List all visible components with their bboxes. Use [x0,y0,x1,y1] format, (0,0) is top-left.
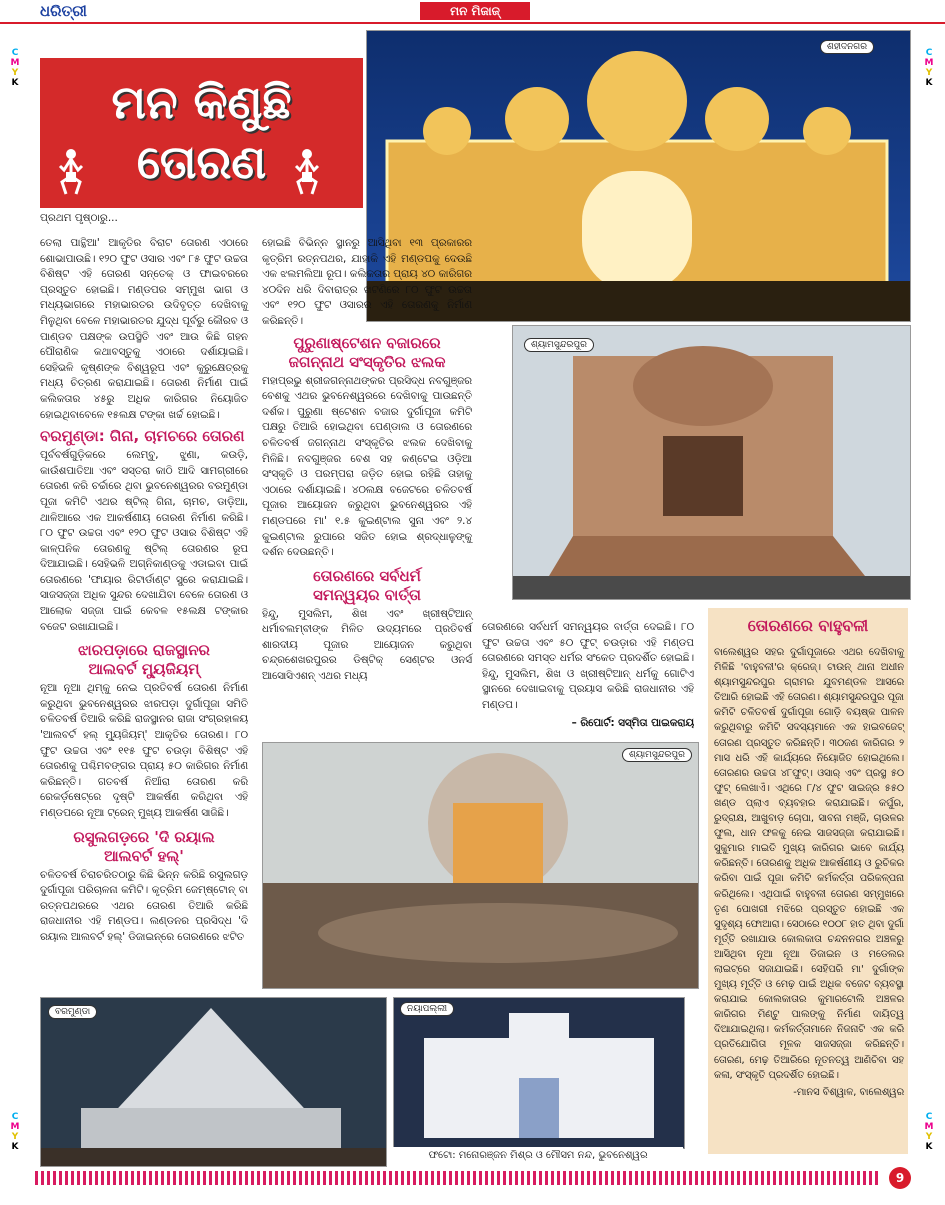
pandal-photo-illustration [394,998,684,1148]
photo-credit: ଫଟୋ: ମନୋରଞ୍ଜନ ମିଶ୍ର ଓ ମୌସମ ନନ୍ଦ, ଭୁବନେଶ୍ୱର [393,1147,683,1165]
cmyk-y: Y [11,68,19,78]
cmyk-k: K [11,1142,19,1152]
footer-decoration [35,1171,880,1185]
cmyk-k: K [925,1142,933,1152]
subheading: ରସୁଲଗଡ଼ରେ 'ଦି ରୟାଲ [73,827,215,846]
column-2 [262,236,472,736]
cmyk-mark-top-right [924,48,934,88]
cmyk-y: Y [925,68,933,78]
subheading: ଜଗନ୍ନାଥ ସଂସ୍କୃତିର ଝଲକ [288,352,446,371]
paragraph: ପୂର୍ବବର୍ଷଗୁଡ଼ିକରେ ଲେମ୍ବୁ, ଝୁଣା, କଉଡ଼ି, କାଉଁଶପାତିଆ ଏବଂ ସସ୍ତରା କାଠି ଆଦି ସାମଗ୍ରୀରେ ତୋରଣ କରି ଚର୍ଚ୍ଚାରେ ଥିବା ଭୁବନେଶ୍ୱରର ବରମୁଣ୍ଡା ପୂଜା କମିଟି ଏଥର ଷ୍ଟିଲ୍ ଗିନା, ଚାମଚ, ଡାଡ଼ିଆ, ଥାଳିଆରେ ଏକ ଆକର୍ଷଣୀୟ ତୋରଣ ନିର୍ମାଣ କରିଛି। ୮୦ ଫୁଟ ଉଚ୍ଚତା ଏବଂ ୧୨୦ ଫୁଟ ଓସାର ବିଶିଷ୍ଟ ଏହି କାଳ୍ପନିକ ତୋରଣକୁ ଷ୍ଟିଲ୍ ତୋରଣର ରୂପ ଦିଆଯାଇଛି। ସେହିଭଳି ଅଗ୍ନିକାଣ୍ଡକୁ ଏଡାଇବା ପାଇଁ ତୋରଣରେ 'ଫାୟାର ରିଟାର୍ଡାଣ୍ଟ ସ୍ପ୍ରେ କରାଯାଇଛି। ସାଜସଜ୍ଜା ଅଧିକ ସୁନ୍ଦର ଦେଖାଯିବା ବେଳେ ତୋରଣ ଓ ଆଲୋକ ସଜ୍ଜା ପାଇଁ କେବଳ ୧୫ଲକ୍ଷ ଟଙ୍କାର ବଜେଟ ରଖାଯାଇଛି। [40,449,248,633]
headline-line-1: ମନ କିଣୁଛି [111,75,292,129]
paragraph: ହିନ୍ଦୁ, ମୁସଲିମ, ଶିଖ ଏବଂ ଖ୍ରୀଷ୍ଟିଆନ୍ ଧର୍ମାବଲମ୍ବୀଙ୍କ ମିଳିତ ଉଦ୍ୟମରେ ପ୍ରତିବର୍ଷ ଶାରଦୀୟ ପୂଜାର ଆୟୋଜନ କରୁଥିବା ଚନ୍ଦ୍ରଶେଖରପୁରର ଡିଷ୍ଟିକ୍ ସେଣ୍ଟର ଓନର୍ସ ଆସୋସିଏଶନ୍ ଏଥର ମଧ୍ୟ [262,607,472,683]
photo-tag: ଶ୍ୟାମସୁନ୍ଦରପୁର [524,338,594,352]
newspaper-logo: ଧରିତ୍ରୀ [40,2,87,20]
column-3 [482,620,694,732]
photo-tag: ନୟାପଲ୍ଲୀ [400,1002,454,1016]
cmyk-m: M [924,1122,934,1132]
subheading: ବରମୁଣ୍ଡା: ଗିନା, ଚାମଚରେ ତୋରଣ [40,427,245,446]
paragraph: ତେଲା ପାନ୍ଥିଆ' ଆକୃତିର ବିରାଟ ତୋରଣ ଏଠାରେ ଶୋଭାପାଉଛି। ୧୨୦ ଫୁଟ ଓସାର ଏବଂ ୮୫ ଫୁଟ ଉଚ୍ଚତା ବିଶିଷ୍ଟ ଏହି ତୋରଣ ସନ୍ତେକ୍ ଓ ଫାଇବରରେ ପ୍ରସ୍ତୁତ ହୋଇଛି। ମଣ୍ଡପର ସମ୍ମୁଖ ଭାଗ ଓ ମଧ୍ୟଭାଗରେ ମହାଭାରତର ଉଦିବୃତ୍ତ ଦେଖିବାକୁ ମିଳୁଥିବା ବେଳେ ମହାଭାରତର ଯୁଦ୍ଧ ପୂର୍ବରୁ କୌରବ ଓ ପାଣ୍ଡବ ପକ୍ଷଙ୍କ ଉପସ୍ଥିତି ଏବଂ ଆଉ କିଛି ଗହନ ପୌରାଣିକ କଥାବସ୍ତୁକୁ ଏଠାରେ ଦର୍ଶାୟାଇଛି। ସେହିଭଳି କୃଷ୍ଣଙ୍କ ବିଶ୍ୱରୂପ ଏବଂ କୁରୁକ୍ଷେତ୍ରକୁ ମଧ୍ୟ ଚିତ୍ରଣ କରାଯାଇଛି। ତୋରଣ ନିର୍ମାଣ ପାଇଁ କଲିକତାର ୪୫ରୁ ଅଧିକ କାରିଗର ନିୟୋଜିତ ହୋଇଥିବାବେଳେ ୧୫ଲକ୍ଷ ଟଙ୍କା ଖର୍ଚ୍ଚ ହୋଇଛି। [40,237,248,421]
paragraph: ତୋରଣରେ ସର୍ବଧର୍ମ ସମନ୍ୱୟର ବାର୍ତ୍ତା ଦେଇଛି। ୮୦ ଫୁଟ ଉଚ୍ଚତା ଏବଂ ୫୦ ଫୁଟ୍ ଚଉଡ଼ାର ଏହି ମଣ୍ଡପ ତୋରଣରେ ସମସ୍ତ ଧର୍ମର ସଂକେତ ପ୍ରଦର୍ଶିତ ହୋଇଛି। ହିନ୍ଦୁ, ମୁସଲିମ, ଶିଖ ଓ ଖ୍ରୀଷ୍ଟିଆନ୍ ଧର୍ମକୁ ଗୋଟିଏ ସ୍ଥାନରେ ଦେଖାଇବାକୁ ପ୍ରୟାସ କରିଛି ରାଜଧାନୀର ଏହି ମଣ୍ଡପ। [482,621,694,711]
cmyk-c: C [11,48,19,58]
sidebar-title: ତୋରଣରେ ବାହୁବଳୀ [747,616,869,635]
sidebar-byline: -ମାନସ ବିଶ୍ୱାଳ, ବାଲେଶ୍ୱର [793,1086,904,1098]
cmyk-k: K [11,78,19,88]
photo-nayapalli [393,997,685,1149]
cmyk-m: M [924,58,934,68]
paragraph: ହୋଇଛି ବିଭିନ୍ନ ସ୍ଥାନରୁ ଆସିଥିବା ୧୩ ପ୍ରକାରର କୃତ୍ରିମ ରତ୍ନପଥର, ଯାହାକି ଏହି ମଣ୍ଡପକୁ ଦେଉଛି ଏକ ଝଲମଲିଆ ରୂପ। କଲିକତାର ପ୍ରାୟ ୪୦ କାରିଗର ୪୦ଦିନ ଧରି ଦିବାରାତ୍ର ଖଟଣିରେ ୮୦ ଫୁଟ ଉଚ୍ଚତା ଏବଂ ୧୨୦ ଫୁଟ ଓସାରର ଏହି ତୋରଣକୁ ନିର୍ମାଣ କରିଛନ୍ତି। [262,237,472,327]
photo-shyamsundarpur-fountain [262,742,699,989]
paragraph: ମହାପ୍ରଭୁ ଶ୍ରୀଜଗନ୍ନାଥଙ୍କର ପ୍ରସିଦ୍ଧ ନବଗୁଞ୍ଜର ବେଶକୁ ଏଥର ଭୁବନେଶ୍ୱରରେ ଦେଖିବାକୁ ପାଉଛନ୍ତି ଦର୍ଶକ। ପୁରୁଣା ଷ୍ଟେଶନ ବଜାର ଦୁର୍ଗାପୂଜା କମିଟି ପକ୍ଷରୁ ତିଆରି ହୋଇଥିବା ପେଣ୍ଡାଲ ଓ ତୋରଣରେ ଚଳିତବର୍ଷ ଜଗନ୍ନାଥ ସଂସ୍କୃତିର ଝଲକ ଦେଖିବାକୁ ମିଳିଛି। ନବଗୁଞ୍ଜର ବେଶ ସହ କଣ୍ଟେଇ ଓଡ଼ିଆ ସଂସ୍କୃତି ଓ ପରମ୍ପରା ଜଡ଼ିତ ହୋଇ ରହିଛି ତାହାକୁ ଏଠାରେ ଦର୍ଶାୟାଇଛି। ୪୦ଲକ୍ଷ ବଜେଟରେ ଚଳିତବର୍ଷ ପୂଜାର ଆୟୋଜନ କରୁଥିବା ଭୁବନେଶ୍ୱରର ଏହି ମଣ୍ଡପରେ ମା' ୧.୫ କୁଇଣ୍ଟାଲ ସୁନା ଏବଂ ୨.୪ କୁଇଣ୍ଟାଲ ରୁପାରେ ସଜିତ ହୋଇ ଶ୍ରଦ୍ଧାଳୁଙ୍କୁ ଦର୍ଶନ ଦେଉଛନ୍ତି। [262,374,472,559]
sidebar-body [714,645,904,1100]
dancer-icon [58,148,84,196]
cmyk-c: C [11,1112,19,1122]
photo-tag: ବରମୁଣ୍ଡା [48,1005,97,1019]
cmyk-y: Y [925,1132,933,1142]
cmyk-m: M [10,1122,20,1132]
headline-line-2: ତୋରଣ [136,135,267,189]
cmyk-m: M [10,58,20,68]
cmyk-c: C [925,48,933,58]
cmyk-mark-top-left [10,48,20,88]
dancer-icon [294,148,320,196]
subheading: ପୁରୁଣାଷ୍ଟେଶନ ବଜାରରେ [293,333,441,352]
subheading: ଆଲବର୍ଟ ମ୍ୟୁଜିୟମ୍ [88,660,200,679]
subheading: ଝାରପଡ଼ାରେ ରାଜସ୍ଥାନର [78,641,210,660]
paragraph: ଚଳିତବର୍ଷ ଚିରାଚରିତଠାରୁ କିଛି ଭିନ୍ନ କରିଛି ରସୁଲଗଡ଼ ଦୁର୍ଗାପୂଜା ପରିଚାଳନା କମିଟି। କୃତ୍ରିମ ଜେମ୍‌ଷ୍ଟୋନ୍ ବା ରତ୍ନପଥରରେ ଏଥର ତୋରଣ ତିଆରି କରିଛି ରାଜଧାନୀର ଏହି ମଣ୍ଡପ। ଲଣ୍ଡନର ପ୍ରସିଦ୍ଧ 'ଦି ରୟାଲ ଆଲବର୍ଟ ହଲ୍' ଡିଜାଇନ୍‌ରେ ତୋରଣରେ ଝଟିତ [40,868,248,943]
paragraph: ନୂଆ ନୂଆ ଥିମ୍‌କୁ ନେଇ ପ୍ରତିବର୍ଷ ତୋରଣ ନିର୍ମାଣ କରୁଥିବା ଭୁବନେଶ୍ୱରର ଝାରପଡ଼ା ଦୁର୍ଗାପୂଜା ସମିତି ଚଳିତବର୍ଷ ତିଆରି କରିଛି ରାଜସ୍ଥାନର ରାଜା ସଂଗ୍ରହାଳୟ 'ଆଲବର୍ଟ ହଲ୍ ମ୍ୟୁଜିୟମ୍' ଆକୃତିର ତୋରଣ। ୮୦ ଫୁଟ ଉଚ୍ଚତା ଏବଂ ୧୧୫ ଫୁଟ ଚଉଡ଼ା ବିଶିଷ୍ଟ ଏହି ତୋରଣକୁ ପଶ୍ଚିମବଙ୍ଗର ପ୍ରାୟ ୫୦ କାରିଗର ନିର୍ମାଣ କରିଛନ୍ତି। ଗତବର୍ଷ ନିଆଁରା ତୋରଣ କରି ରେକର୍ଡ଼ଷେଟ୍‌ରେ ଦୃଷ୍ଟି ଆକର୍ଷଣ କରିଥିବା ଏହି ମଣ୍ଡପରେ ନୂଆ ଟ୍ରେନ୍ ମୁଖ୍ୟ ଆକର୍ଷଣ ସାଜିଛି। [40,682,248,819]
cmyk-y: Y [11,1132,19,1142]
pandal-photo-illustration [513,326,910,599]
subheading: ତୋରଣରେ ସର୍ବଧର୍ମ [313,566,421,585]
cmyk-k: K [925,78,933,88]
cmyk-mark-bottom-right [924,1112,934,1152]
paragraph: ବାଲେଶ୍ୱର ସହର ଦୁର୍ଗାପୂଜାରେ ଏଥର ଦେଖିବାକୁ ମିଳିଛି 'ବାହୁବଳୀ'ର କ୍ରେଜ୍। ଟାଉନ୍ ଥାନା ଅଧୀନ ଶ୍ୟାମସୁନ୍ଦରପୁର ଗ୍ରାମର ଯୁବମଣ୍ଡଳ ଆସରେ ତିଆରି ହୋଇଛି ଏହି ତୋରଣ। ଶ୍ୟାମସୁନ୍ଦରପୁର ପୂଜା କମିଟି ଚଳିତବର୍ଷ ଦୁର୍ଗାପୂଜା ଗୋଡ଼ି ବୟଷ୍କ ପାଳନ କରୁଥିବାରୁ କମିଟି ସଦସ୍ୟମାନେ ଏକ ହାଇବଜେଟ୍ ତୋରଣ ପ୍ରସ୍ତୁତ କରିଛନ୍ତି। ୩୦ଜଣ କାରିଗର ୨ ମାସ ଧରି ଏହି କାର୍ଯ୍ୟରେ ନିୟୋଜିତ ହୋଇଥିଲେ। ତୋରଣର ଉଚ୍ଚତା ୪୮ଫୁଟ୍। ଓସାର୍ ଏବଂ ପ୍ରସ୍ଥ ୫୦ ଫୁଟ୍ ଲେଖାଏଁ। ଏଥିରେ ୮/୪ ଫୁଟ ସାଇଜ୍‌ର ୫୫୦ ଖଣ୍ଡ ପ୍ଲାଏ ବ୍ୟବହାର କରାଯାଇଛି। କର୍ପୁର, ରୁଦ୍ରାକ୍ଷ, ଆଖୁବାଡ଼ ଚୋପା, ସାବନା ମଞ୍ଜି, ଚାଉଳର ଫୁଲ, ଧାନ ଫଳକୁ ନେଇ ସାଜସଜ୍ଜା କରାଯାଇଛି। ସୁକୁମାର ମାଇତି ମୁଖ୍ୟ କାରିଗର ଭାବେ କାର୍ଯ୍ୟ କରିଛନ୍ତି। ତୋରଣକୁ ଅଧିକ ଆକର୍ଷଣୀୟ ଓ ରୁଚିକର କରିବା ପାଇଁ ପୂଜା କମିଟି କର୍ମକର୍ତ୍ତା ପରିକଳ୍ପନା କରିଥିଲେ। ଏଥିପାଇଁ ବାହୁବଳୀ ତୋରଣ ସମ୍ମୁଖରେ ତୃଣ ପୋଖରୀ ମଝିରେ ପ୍ରସ୍ତୁତ ହୋଇଛି ଏକ ସୁଦୃଶ୍ୟ ଫୋଆରା। ସେଠାରେ ୧୦୦୮ ହାତ ଥିବା ଦୁର୍ଗା ମୂର୍ତ୍ତି ରଖାଯାଉ କୋଲକାତା ଚନ୍ଦନନଗର ଅଞ୍ଚଳରୁ ଆସିଥିବା ନୂଆ ନୂଆ ଡିଜାଇନ ଓ ମଡେଲର ଲାଇଟ୍‌ରେ ସଜାଯାଇଛି। ସେହିପରି ମା' ଦୁର୍ଗାଙ୍କ ମୁଖ୍ୟ ମୂର୍ତ୍ତି ଓ ମେଢ଼ ପାଇଁ ଅଧିକ ବଜେଟ ବ୍ୟବସ୍ଥା କରାଯାଇ କୋଲକାତାର କୁମାରଟୋଲି ଅଞ୍ଚଳର କାରିଗର ମିଣ୍ଟୁ ପାଲଙ୍କୁ ନିର୍ମାଣ ଦାୟିତ୍ୱ ଦିଆଯାଇଥିଲା। କର୍ମକର୍ତ୍ତାମାନେ ନିଜନାଟି ଏକ କରି ପ୍ରତିଯୋଗିତା ମୂଳକ ସାଜସଜ୍ଜା କରିଛନ୍ତି। ତୋରଣ, ମେଢ଼ ତିଆରିରେ ନୂତନତ୍ୱ ଆଣିଚିବା ସହ କଳା, ସଂସ୍କୃତି ପ୍ରଦର୍ଶିତ ହୋଇଛି। [714,647,904,1081]
page-number: 9 [889,1167,911,1189]
photo-tag: ଶହୀଦନଗର [820,40,874,54]
cmyk-mark-bottom-left [10,1112,20,1152]
reporter-byline: – ରିପୋର୍ଟ: ସସ୍ମିତା ପାଇକରାୟ [571,716,694,729]
fountain-photo-illustration [263,743,698,988]
photo-baramunda [40,997,387,1167]
pandal-photo-illustration [41,998,386,1166]
section-tag: ମନ ମିଜାଜ୍ [420,2,530,20]
continued-note: ପ୍ରଥମ ପୃଷ୍ଠାରୁ... [40,212,118,224]
photo-shyamsundarpur-pandal [512,325,911,600]
subheading: ସମନ୍ୱୟର ବାର୍ତ୍ତା [313,585,421,604]
cmyk-c: C [925,1112,933,1122]
subheading: ଆଲବର୍ଟ ହଲ୍' [104,846,184,865]
photo-tag: ଶ୍ୟାମସୁନ୍ଦରପୁର [622,748,692,762]
